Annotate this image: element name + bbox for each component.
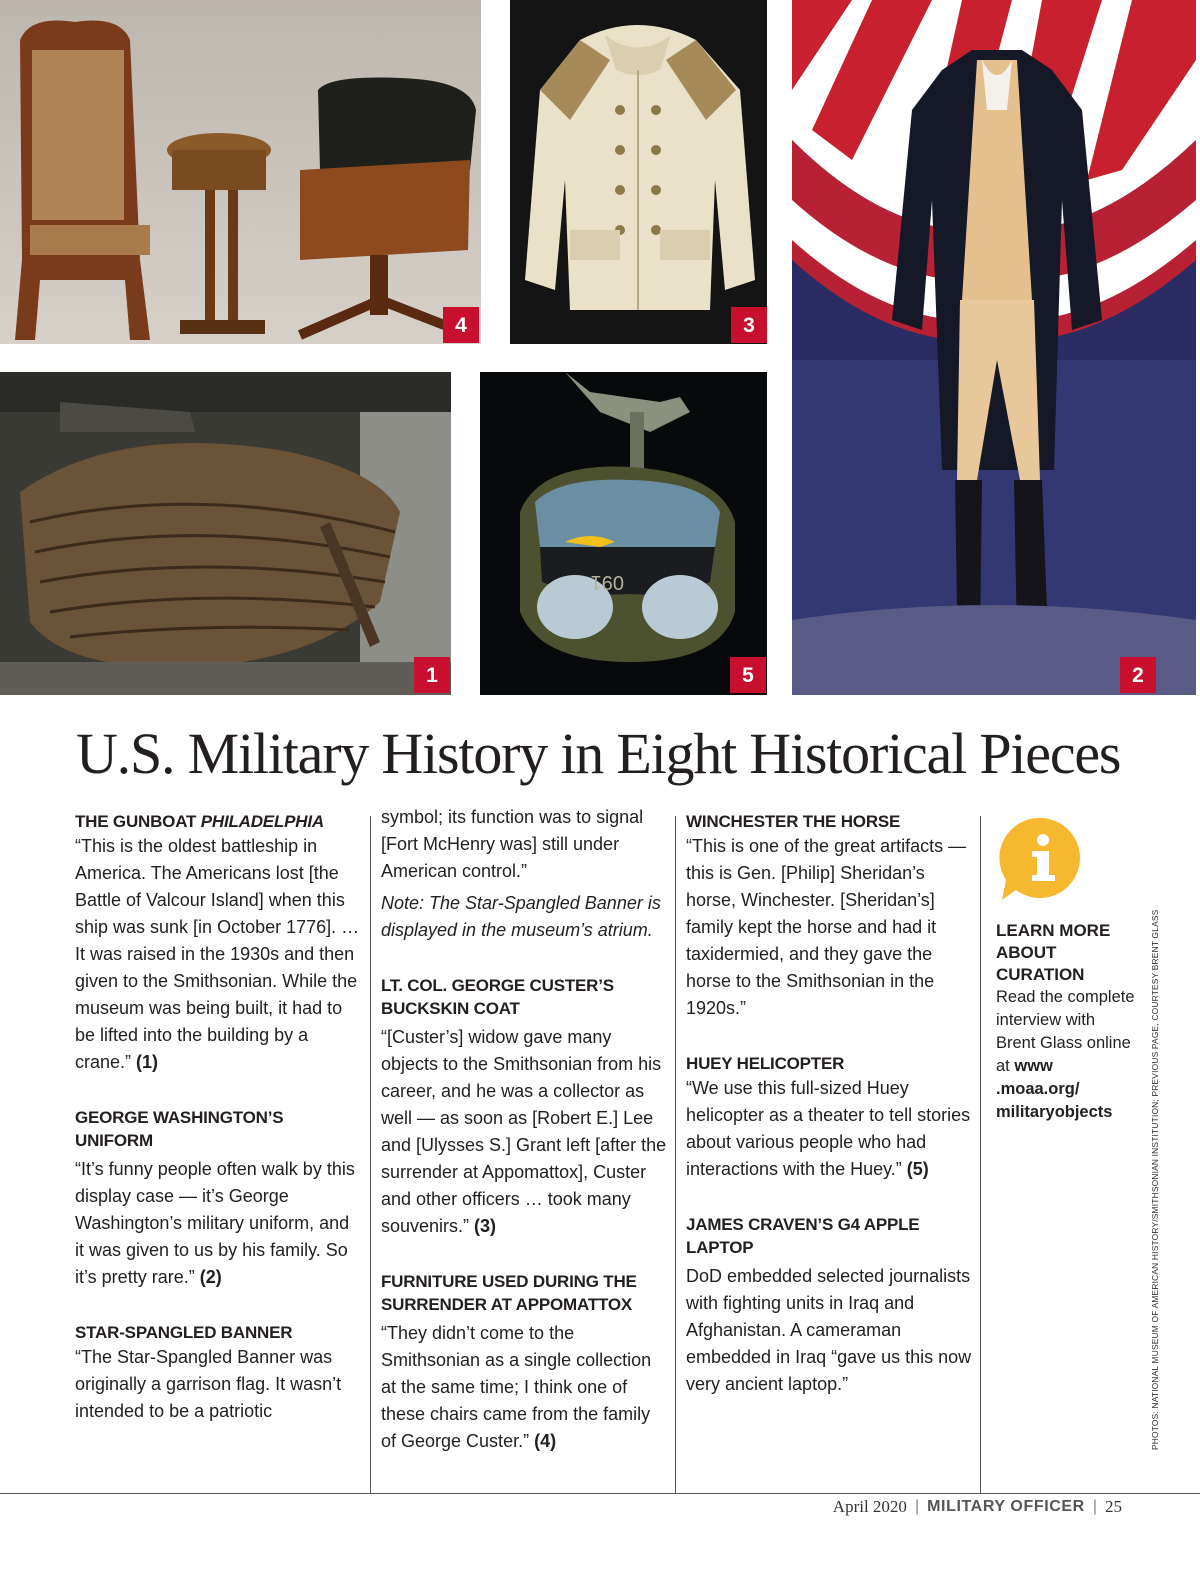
section-heading-horse: WINCHESTER THE HORSE xyxy=(686,812,901,831)
section-heading-gunboat xyxy=(75,810,361,833)
column-divider xyxy=(675,816,676,1494)
section-body: “The Star-Spangled Banner was originally a garrison flag. It wasn’t intended to be a patriotic xyxy=(75,1347,342,1421)
section-heading-uniform: GEORGE WASHINGTON’S UNIFORM xyxy=(75,1108,284,1150)
heading-prefix: THE GUNBOAT xyxy=(75,812,201,831)
footer-separator: | xyxy=(1092,1498,1097,1515)
photo-number-badge: 2 xyxy=(1120,657,1156,693)
section-heading-banner: STAR-SPANGLED BANNER xyxy=(75,1323,293,1342)
photo-reference: (1) xyxy=(136,1052,159,1072)
photo-furniture xyxy=(0,0,481,344)
sidebar-body: Read the complete interview with Brent Glass online at xyxy=(996,988,1135,1075)
furniture-illustration xyxy=(0,0,481,344)
sidebar-heading: LEARN MORE ABOUT CURATION xyxy=(996,921,1111,984)
issue-date: April 2020 xyxy=(832,1497,907,1516)
photo-buckskin-coat xyxy=(510,0,767,344)
photo-number-badge: 3 xyxy=(731,307,767,343)
section-heading-coat: LT. COL. GEORGE CUSTER’S BUCKSKIN COAT xyxy=(381,976,614,1018)
quote-text: “We use this full-sized Huey helicopter as a theater to tell stories about various people who had interactions with the Huey.” xyxy=(686,1078,971,1179)
section-heading-huey: HUEY HELICOPTER xyxy=(686,1054,845,1073)
section-body xyxy=(686,1075,972,1183)
section-body: DoD embedded selected journalists with fighting units in Iraq and Afghanistan. A cameraman embedded in Iraq “gave us this now very ancient laptop.” xyxy=(686,1266,972,1394)
photo-washington-uniform xyxy=(792,0,1196,695)
section-heading-laptop: JAMES CRAVEN’S G4 APPLE LAPTOP xyxy=(686,1215,920,1257)
quote-text: “[Custer’s] widow gave many objects to the Smithsonian from his career, and he was a collector as well — as soon as [Robert E.] Lee and [Ulysses S.] Grant left [after the surrender at Appomattox], Custer and other officers … took many souvenirs.” xyxy=(381,1027,667,1236)
footer-rule xyxy=(0,1493,1200,1494)
article-column-2 xyxy=(381,804,667,1455)
quote-text: “They didn’t come to the Smithsonian as a single collection at the same time; I think one of these chairs came from the family of George Custer.” xyxy=(381,1323,652,1451)
page-footer xyxy=(833,1497,1122,1517)
photo-credit: PHOTOS: NATIONAL MUSEUM OF AMERICAN HISTORY/SMITHSONIAN INSTITUTION; PREVIOUS PAGE, COURTESY BRENT GLASS xyxy=(1150,909,1160,1450)
sidebar-url-link[interactable]: www .moaa.org/ militaryobjects xyxy=(996,1057,1113,1121)
column-divider xyxy=(370,816,371,1494)
section-body xyxy=(75,1156,361,1291)
photo-gunboat xyxy=(0,372,451,695)
photo-reference: (4) xyxy=(534,1431,557,1451)
quote-text: “This is the oldest battleship in America. The Americans lost [the Battle of Valcour Island] when this ship was sunk [in October 1776]. … It was raised in the 1930s and then given to the Smithsonian. While the museum was being built, it had to be lifted into the building by a crane.” xyxy=(75,836,360,1072)
footer-separator: | xyxy=(914,1498,920,1515)
learn-more-sidebar xyxy=(996,816,1136,1124)
photo-number-badge: 5 xyxy=(730,657,766,693)
quote-text: “It’s funny people often walk by this display case — it’s George Washington’s military uniform, and it was given to us by his family. So it’s pretty rare.” xyxy=(75,1159,355,1287)
uniform-illustration xyxy=(792,0,1196,695)
article-column-3 xyxy=(686,810,972,1398)
info-icon xyxy=(996,816,1086,902)
photo-reference: (3) xyxy=(474,1216,497,1236)
section-note xyxy=(381,890,667,944)
column-divider xyxy=(980,816,981,1494)
section-heading-furniture: FURNITURE USED DURING THE SURRENDER AT APPOMATTOX xyxy=(381,1272,637,1314)
section-body: symbol; its function was to signal [Fort McHenry was] still under American control.” xyxy=(381,807,644,881)
section-body xyxy=(75,833,361,1076)
section-body xyxy=(381,1320,667,1455)
page-title: U.S. Military History in Eight Historical Pieces xyxy=(76,721,1121,786)
coat-illustration xyxy=(510,0,767,344)
note-text: Note: The Star-Spangled Banner is displayed in the museum’s atrium. xyxy=(381,893,661,940)
section-body: “This is one of the great artifacts — this is Gen. [Philip] Sheridan’s horse, Winchester. [Sheridan’s] family kept the horse and had it taxidermied, and they gave the horse to the Smithsonian in the 1920s.” xyxy=(686,836,967,1018)
page-number: 25 xyxy=(1105,1497,1122,1516)
photo-huey-helicopter xyxy=(480,372,767,695)
tail-marking: 091 xyxy=(590,571,624,593)
article-column-1 xyxy=(75,810,361,1425)
photo-number-badge: 4 xyxy=(443,307,479,343)
section-body xyxy=(381,1024,667,1240)
photo-reference: (2) xyxy=(199,1267,222,1287)
photo-reference: (5) xyxy=(906,1159,929,1179)
photo-number-badge: 1 xyxy=(414,657,450,693)
ship-name: PHILADELPHIA xyxy=(200,812,324,831)
gunboat-illustration xyxy=(0,372,451,695)
magazine-name: MILITARY OFFICER xyxy=(927,1498,1085,1515)
sidebar-text xyxy=(996,986,1136,1124)
helicopter-illustration xyxy=(480,372,767,695)
